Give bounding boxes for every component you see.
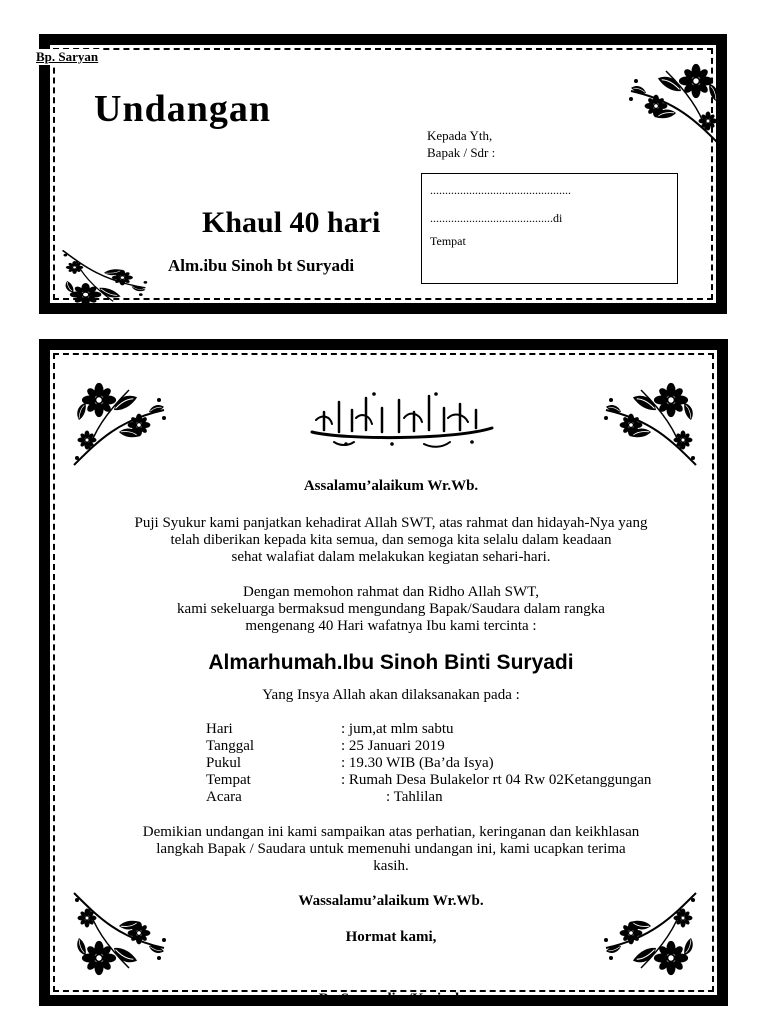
cover-deceased-name: Alm.ibu Sinoh bt Suryadi (168, 256, 355, 275)
detail-label: Tanggal (206, 738, 255, 754)
address-place-label: Tempat (430, 234, 466, 248)
schedule-intro: Yang Insya Allah akan dilaksanakan pada : (262, 687, 520, 703)
detail-row (206, 738, 726, 755)
address-box (421, 173, 678, 284)
detail-value: : Tahlilan (386, 789, 443, 805)
detail-label: Hari (206, 721, 233, 737)
opening-line-1: Puji Syukur kami panjatkan kehadirat Allah SWT, atas rahmat dan hidayah-Nya yang (134, 515, 648, 531)
floral-corner-icon (58, 247, 150, 315)
closing-line-3: kasih. (373, 858, 409, 874)
floral-corner-icon (626, 51, 726, 151)
detail-value: : Rumah Desa Bulakelor rt 04 Rw 02Ketanggungan (341, 772, 652, 788)
floral-corner-icon (64, 370, 174, 470)
cover-subtitle: Khaul 40 hari (202, 206, 381, 239)
signer-name: Bp.Samsudin /Kasiroh (318, 991, 464, 1007)
detail-label: Acara (206, 789, 242, 805)
greeting: Assalamu’alaikum Wr.Wb. (303, 478, 479, 494)
detail-value: : 19.30 WIB (Ba’da Isya) (341, 755, 494, 771)
closing-line-2: langkah Bapak / Saudara untuk memenuhi undangan ini, kami ucapkan terima (156, 841, 626, 857)
basmalah-calligraphy-icon (304, 390, 499, 450)
detail-value: : jum,at mlm sabtu (341, 721, 454, 737)
invitation-line-1: Dengan memohon rahmat dan Ridho Allah SWT, (243, 584, 539, 600)
invitation-line-2: kami sekeluarga bermaksud mengundang Bapak/Saudara dalam rangka (177, 601, 605, 617)
addressee-header (427, 127, 495, 161)
opening-line-2: telah diberikan kepada kita semua, dan semoga kita selalu dalam keadaan (170, 532, 612, 548)
invitation-content (56, 356, 711, 1007)
opening-line-3: sehat walafiat dalam melakukan kegiatan sehari-hari. (231, 549, 551, 565)
invitation-card (39, 339, 728, 1006)
address-dots-line-1: ............................................... (430, 183, 571, 197)
opening-paragraph (80, 515, 702, 566)
detail-value: : 25 Januari 2019 (341, 738, 445, 754)
detail-row (206, 721, 726, 738)
address-dots-line-2: .........................................di (430, 211, 563, 225)
event-details (206, 721, 726, 806)
regards: Hormat kami, (345, 929, 437, 945)
detail-row (206, 755, 726, 772)
closing-line-1: Demikian undangan ini kami sampaikan atas perhatian, keringanan dan keikhlasan (142, 824, 640, 840)
addressee-line-1: Kepada Yth, (427, 128, 493, 143)
addressee-line-2: Bapak / Sdr : (427, 145, 496, 160)
detail-label: Pukul (206, 755, 242, 771)
cover-title: Undangan (94, 88, 271, 130)
sender-name: Bp. Saryan (36, 49, 99, 64)
closing-paragraph (80, 824, 702, 875)
closing-greeting: Wassalamu’alaikum Wr.Wb. (298, 893, 484, 909)
cover-content (56, 51, 710, 297)
detail-label: Tempat (206, 772, 251, 788)
invitation-line-3: mengenang 40 Hari wafatnya Ibu kami tercinta : (245, 618, 537, 634)
deceased-full-name: Almarhumah.Ibu Sinoh Binti Suryadi (208, 651, 574, 674)
floral-corner-icon (596, 370, 706, 470)
detail-row (206, 772, 726, 789)
cover-card (39, 34, 727, 314)
detail-row (206, 789, 726, 806)
invitation-paragraph (80, 584, 702, 635)
